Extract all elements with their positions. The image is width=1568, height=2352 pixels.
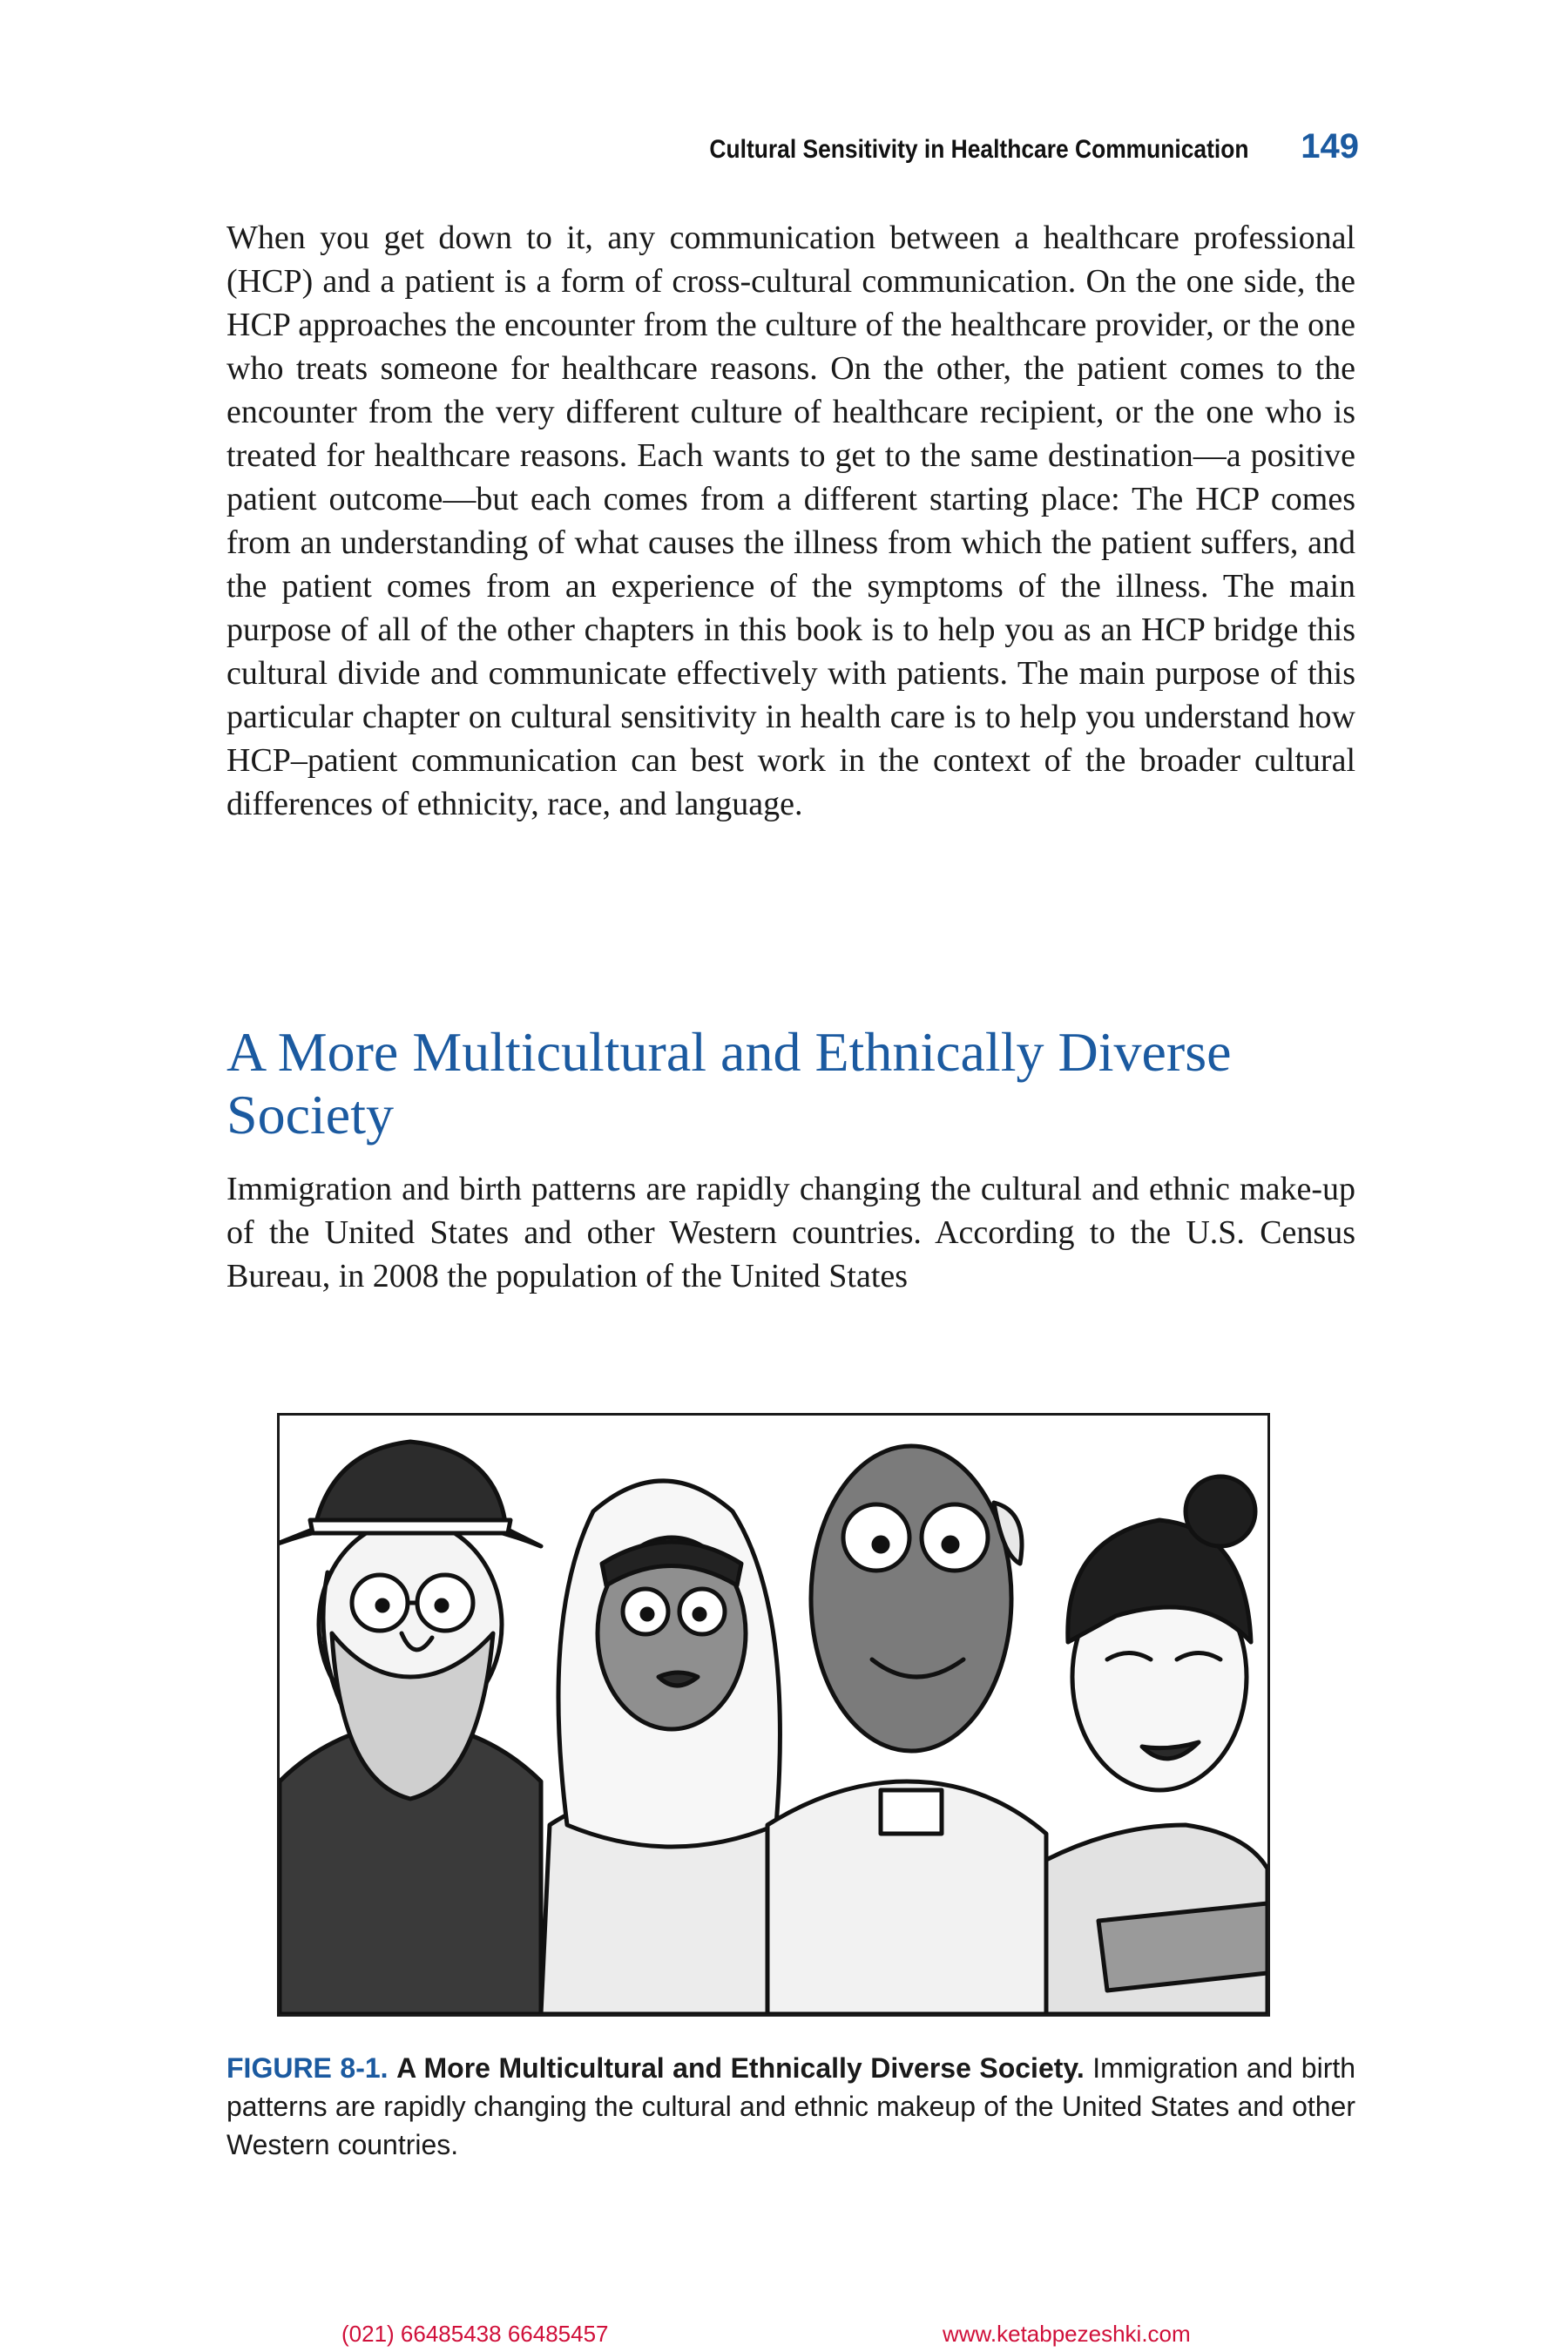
person-bald-man xyxy=(767,1446,1046,2014)
page-footer xyxy=(0,2321,1568,2352)
cartoon-illustration xyxy=(280,1416,1267,2014)
person-headscarf xyxy=(541,1481,794,2014)
person-bun-hair xyxy=(1046,1477,1267,2014)
body-paragraph-1: When you get down to it, any communication between a healthcare professional (HCP) and a patient is a form of cross-cultural communication. On the one side, the HCP approaches the encounter from the culture of the healthcare provider, or the one who treats someone for healthcare reasons. On the other, the patient comes to the encounter from the very different culture of healthcare recipient, or the one who is treated for healthcare reasons. Each wants to get to the same destination—a positive patient outcome—but each comes from a different starting place: The HCP comes from an understanding of what causes the illness from which the patient suffers, and the patient comes from an experience of the symptoms of the illness. The main purpose of all of the other chapters in this book is to help you as an HCP bridge this cultural divide and communicate effectively with patients. The main purpose of this particular chapter on cultural sensitivity in health care is to help you understand how HCP–patient communication can best work in the context of the broader cultural differences of ethnicity, race, and language. xyxy=(226,220,1355,822)
figure-caption xyxy=(226,2049,1355,2164)
section-heading: A More Multicultural and Ethnically Diverse Society xyxy=(226,1021,1232,1146)
running-head xyxy=(226,127,1359,166)
running-title: Cultural Sensitivity in Healthcare Communication xyxy=(709,135,1249,164)
person-hat-beard xyxy=(280,1442,541,2014)
footer-phone: (021) 66485438 66485457 xyxy=(341,2321,609,2347)
page-number: 149 xyxy=(1301,127,1359,166)
footer-url[interactable]: www.ketabpezeshki.com xyxy=(943,2321,1191,2347)
figure-illustration xyxy=(277,1413,1270,2017)
figure-caption-text: Immigration and birth patterns are rapidly changing the cultural and ethnic makeup of the United States and other Western countries. xyxy=(226,2052,1356,2160)
figure-title: A More Multicultural and Ethnically Diverse Society. xyxy=(396,2052,1085,2084)
body-paragraph-2: Immigration and birth patterns are rapidly changing the cultural and ethnic make-up of the United States and other Western countries. According to the U.S. Census Bureau, in 2008 the population of the United States xyxy=(226,1171,1355,1294)
figure-number: FIGURE 8-1. xyxy=(226,2052,389,2084)
